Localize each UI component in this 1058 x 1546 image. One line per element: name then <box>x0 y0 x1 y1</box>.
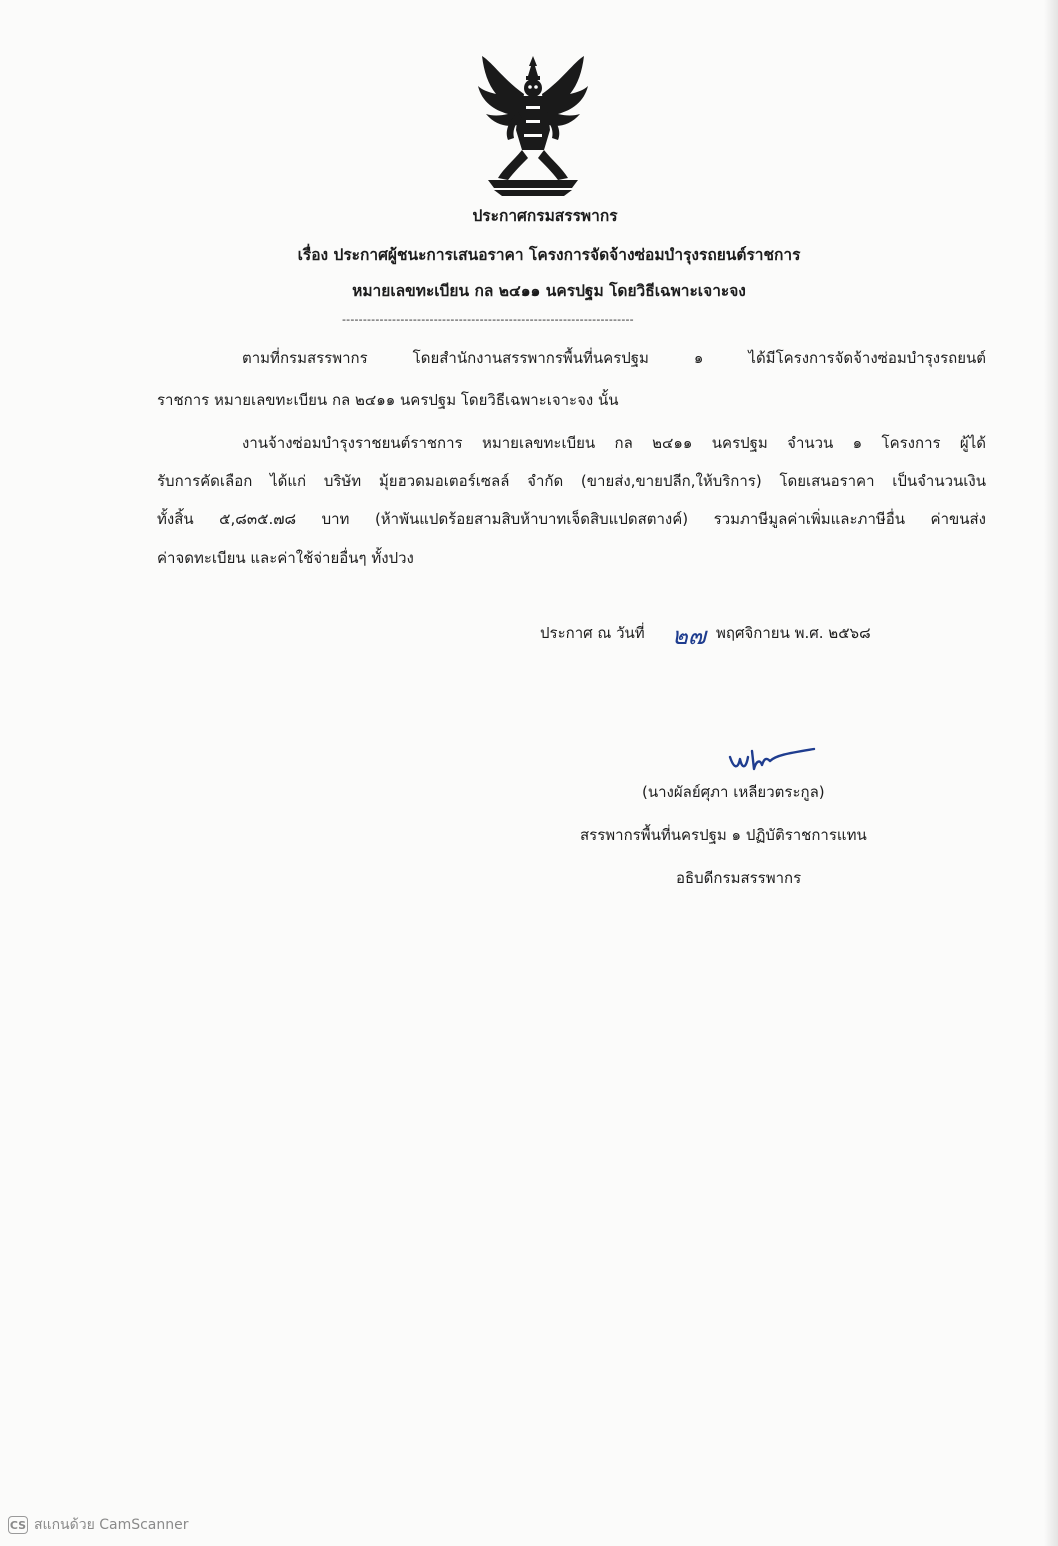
document-subject-line2: หมายเลขทะเบียน กล ๒๔๑๑ นครปฐม โดยวิธีเฉพาะเจาะจง <box>352 282 746 300</box>
camscanner-text: สแกนด้วย CamScanner <box>34 1517 189 1533</box>
signature-scrawl <box>724 735 824 785</box>
paragraph-1-line-1: ตามที่กรมสรรพากร โดยสำนักงานสรรพากรพื้นที่นครปฐม ๑ ได้มีโครงการจัดจ้างซ่อมบำรุงรถยนต์ <box>242 349 986 367</box>
signatory-position: สรรพากรพื้นที่นครปฐม ๑ ปฏิบัติราชการแทน <box>580 826 867 844</box>
document-subject: เรื่อง ประกาศผู้ชนะการเสนอราคา โครงการจัดจ้างซ่อมบำรุงรถยนต์ราชการ <box>297 246 801 264</box>
paragraph-2-line-1: งานจ้างซ่อมบำรุงราชยนต์ราชการ หมายเลขทะเบียน กล ๒๔๑๑ นครปฐม จำนวน ๑ โครงการ ผู้ได้ <box>242 434 986 452</box>
announce-month-year: พฤศจิกายน พ.ศ. ๒๕๖๘ <box>716 624 871 642</box>
paragraph-1-line-2: ราชการ หมายเลขทะเบียน กล ๒๔๑๑ นครปฐม โดยวิธีเฉพาะเจาะจง นั้น <box>157 391 619 409</box>
document-org-title: ประกาศกรมสรรพากร <box>472 207 618 225</box>
svg-text:๒๗: ๒๗ <box>672 622 706 650</box>
announce-prefix: ประกาศ ณ วันที่ <box>540 624 645 642</box>
camscanner-watermark <box>8 1514 189 1536</box>
signatory-name: (นางผัลย์ศุภา เหลียวตระกูล) <box>642 783 825 801</box>
page-edge-shadow <box>1044 0 1058 1546</box>
garuda-emblem <box>474 50 592 200</box>
divider-line: ---------------------------------------------------------------------- <box>342 313 634 326</box>
paragraph-2-line-3: ทั้งสิ้น ๕,๘๓๕.๗๘ บาท (ห้าพันแปดร้อยสามสิบห้าบาทเจ็ดสิบแปดสตางค์) รวมภาษีมูลค่าเพิ่มและภาษีอื่น ค่าขนส่ง <box>157 510 986 528</box>
signatory-position-line2: อธิบดีกรมสรรพากร <box>676 869 802 887</box>
paragraph-2-line-4: ค่าจดทะเบียน และค่าใช้จ่ายอื่นๆ ทั้งปวง <box>157 549 414 567</box>
paragraph-2-line-2: รับการคัดเลือก ได้แก่ บริษัท มุ้ยฮวดมอเตอร์เซลล์ จำกัด (ขายส่ง,ขายปลีก,ให้บริการ) โดยเสนอราคา เป็นจำนวนเงิน <box>157 472 986 490</box>
camscanner-icon: CS <box>8 1516 28 1534</box>
